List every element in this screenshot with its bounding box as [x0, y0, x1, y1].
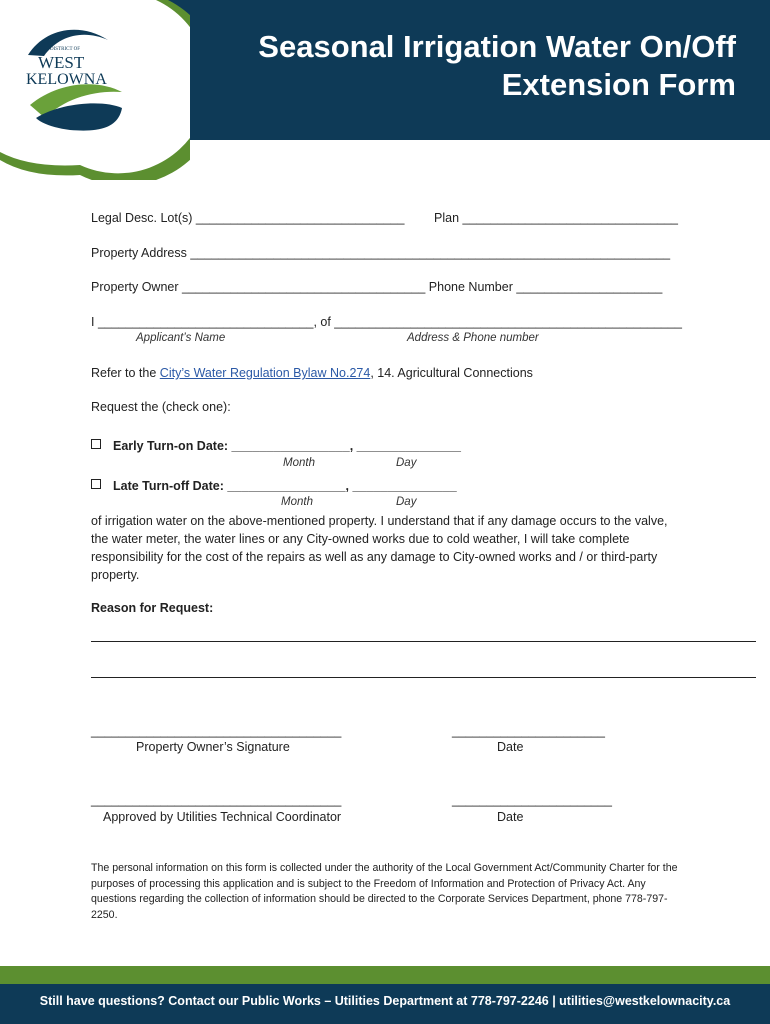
early-day-caption: Day: [396, 457, 417, 469]
owner-date-label: Date: [497, 740, 524, 754]
applicant-field[interactable]: I _______________________________, of __________________________________________________: [91, 315, 682, 329]
applicant-name-caption: Applicant’s Name: [136, 332, 226, 344]
late-checkbox[interactable]: [91, 479, 101, 489]
reason-line-2[interactable]: [91, 677, 756, 678]
early-month-caption: Month: [283, 457, 315, 469]
address-phone-caption: Address & Phone number: [407, 332, 539, 344]
footer-green-band: [0, 966, 770, 984]
logo-kelowna-text: KELOWNA: [26, 71, 107, 88]
owner-signature-label: Property Owner’s Signature: [136, 740, 290, 754]
coordinator-date-label: Date: [497, 810, 524, 824]
reason-line-1[interactable]: [91, 641, 756, 642]
district-logo: [0, 0, 190, 180]
late-month-caption: Month: [281, 496, 313, 508]
early-label: Early Turn-on Date: _________________, _______________: [113, 439, 461, 453]
title-line-1: Seasonal Irrigation Water On/Off: [258, 29, 736, 64]
reason-label: Reason for Request:: [91, 601, 214, 615]
owner-signature-line[interactable]: ____________________________________: [91, 724, 342, 738]
logo-west-text: WEST: [38, 53, 85, 72]
property-address-field[interactable]: Property Address _____________________________________________________________________: [91, 246, 671, 260]
plan-field[interactable]: Plan _______________________________: [434, 211, 679, 225]
coordinator-signature-line[interactable]: ____________________________________: [91, 793, 342, 807]
early-checkbox[interactable]: [91, 439, 101, 449]
form-title: [258, 28, 736, 104]
title-line-2: Extension Form: [501, 67, 736, 102]
refer-prefix: Refer to the: [91, 366, 160, 380]
refer-suffix: , 14. Agricultural Connections: [370, 366, 533, 380]
responsibility-statement: of irrigation water on the above-mentioned property. I understand that if any damage occurs to the valve, the water meter, the water lines or any City-owned works due to cold weather, I will take complete responsibility for the cost of the repairs as well as any damage to City-owned works and / or third-party property.: [91, 514, 668, 582]
logo-district-text: DISTRICT OF: [50, 47, 81, 52]
coordinator-date-line[interactable]: _______________________: [452, 793, 612, 807]
legal-desc-field[interactable]: Legal Desc. Lot(s) ______________________________: [91, 211, 405, 225]
request-label: Request the (check one):: [91, 400, 231, 414]
coordinator-signature-label: Approved by Utilities Technical Coordinator: [103, 810, 342, 824]
privacy-notice: The personal information on this form is collected under the authority of the Local Government Act/Community Charter for the purposes of processing this application and is subject to the Freedom of Information and Protection of Privacy Act. Any questions regarding the collection of information should be directed to the Corporate Services Department, phone 778-797-2250.: [91, 862, 678, 921]
late-turn-off-option[interactable]: [91, 479, 457, 493]
bylaw-reference: [91, 366, 533, 380]
property-owner-phone-field[interactable]: Property Owner ___________________________________ Phone Number _____________________: [91, 280, 663, 294]
early-turn-on-option[interactable]: [91, 439, 461, 453]
bylaw-link[interactable]: City’s Water Regulation Bylaw No.274: [159, 366, 371, 380]
owner-date-line[interactable]: ______________________: [452, 724, 605, 738]
footer-contact: Still have questions? Contact our Public Works – Utilities Department at 778-797-2246 | utilities@westkelownacity.ca: [0, 984, 770, 1024]
late-label: Late Turn-off Date: _________________, _______________: [113, 479, 457, 493]
late-day-caption: Day: [396, 496, 417, 508]
